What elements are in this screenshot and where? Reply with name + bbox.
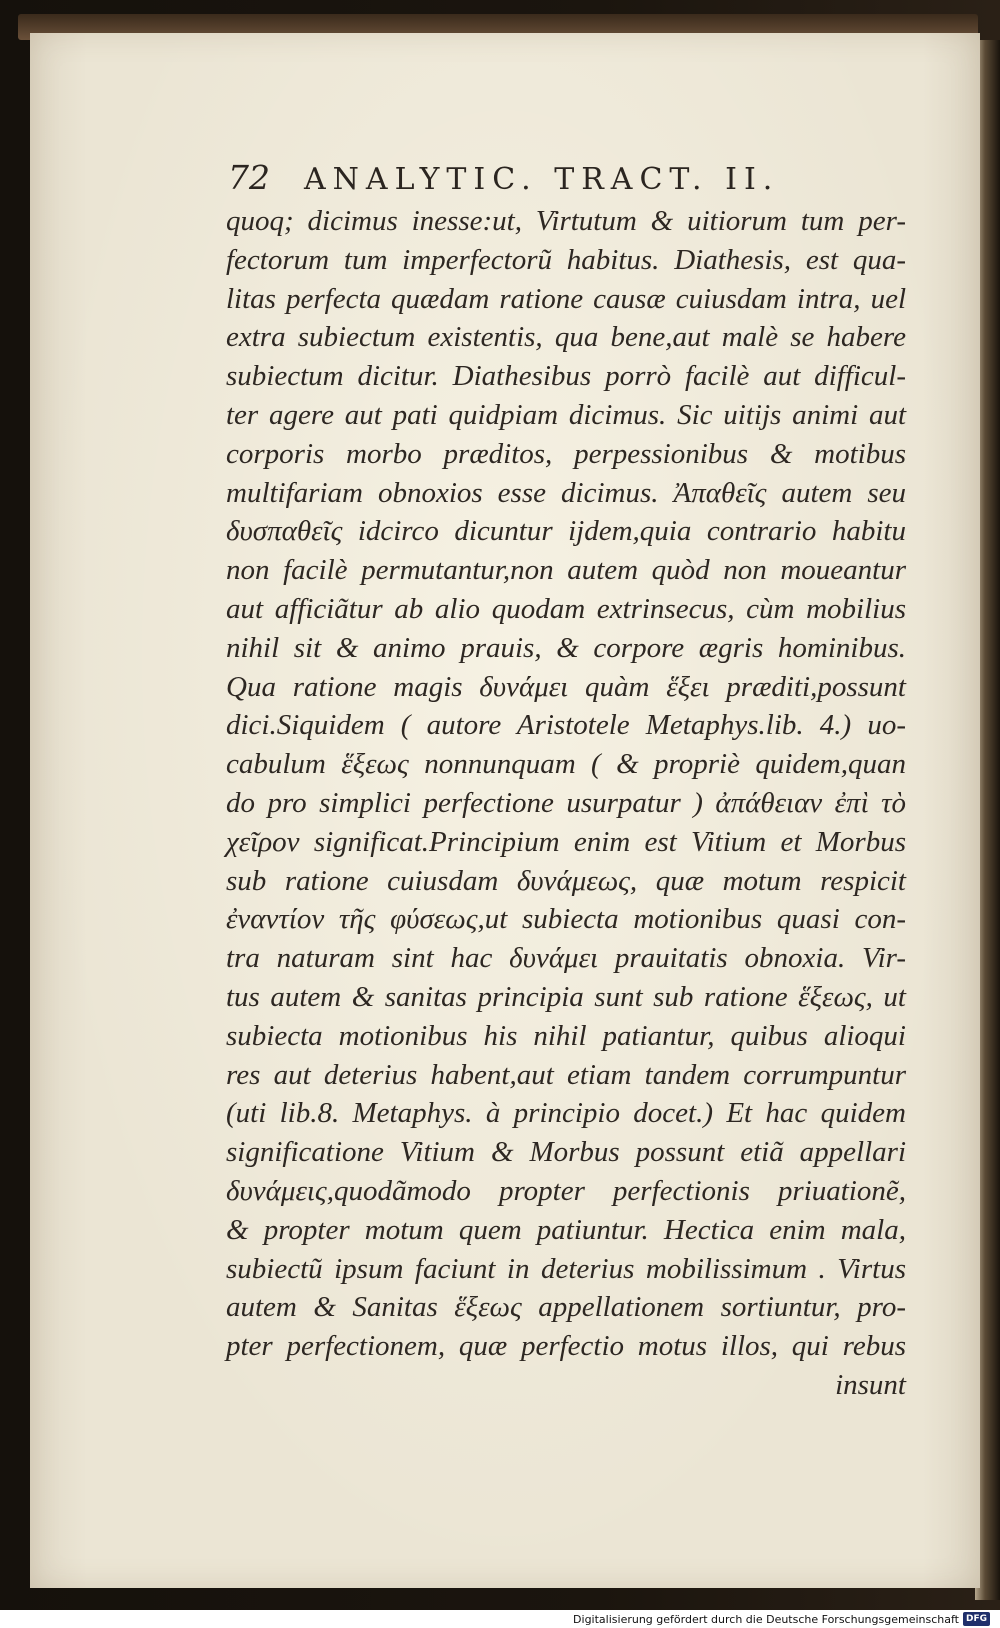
text-line: significatione Vitium & Morbus possunt etiã appellari: [226, 1136, 906, 1169]
text-line: do pro simplici perfectione usurpatur ) ἀπάθειαν ἐπὶ τὸ: [226, 786, 906, 819]
text-line: δυσπαθεῖς idcirco dicuntur ijdem,quia contrario habitu: [226, 515, 906, 548]
text-line: aut afficiãtur ab alio quodam extrinsecus, cùm mobilius: [226, 592, 906, 625]
text-line: cabulum ἕξεως nonnunquam ( & propriè quidem,quan: [226, 748, 906, 781]
catchword: insunt: [835, 1368, 906, 1401]
text-line: ter agere aut pati quidpiam dicimus. Sic uitijs animi aut: [226, 398, 906, 431]
text-line: subiectum dicitur. Diathesibus porrò facilè aut difficul-: [226, 360, 906, 393]
text-line: non facilè permutantur,non autem quòd non moueantur: [226, 554, 906, 587]
text-line: sub ratione cuiusdam δυνάμεως, quæ motum respicit: [226, 864, 906, 897]
text-line: (uti lib.8. Metaphys. à principio docet.) Et hac quidem: [226, 1097, 906, 1130]
text-line: litas perfecta quædam ratione causæ cuiusdam intra, uel: [226, 282, 906, 315]
text-line: multifariam obnoxios esse dicimus. Ἀπαθεῖς autem seu: [226, 476, 906, 509]
text-line: subiectũ ipsum faciunt in deterius mobilissimum . Virtus: [226, 1252, 906, 1285]
running-head-title: ANALYTIC. TRACT. II.: [304, 162, 780, 197]
text-line: fectorum tum imperfectorũ habitus. Diathesis, est qua-: [226, 243, 906, 276]
dfg-logo: DFG: [963, 1612, 990, 1626]
text-line: subiecta motionibus his nihil patiantur, quibus alioqui: [226, 1019, 906, 1052]
text-line: & propter motum quem patiuntur. Hectica enim mala,: [226, 1213, 906, 1246]
text-line: tra naturam sint hac δυνάμει prauitatis obnoxia. Vir-: [226, 942, 906, 975]
text-line: Qua ratione magis δυνάμει quàm ἕξει præditi,possunt: [226, 670, 906, 703]
body-text: [226, 202, 906, 1405]
running-head: [228, 158, 828, 202]
text-line: extra subiectum existentis, qua bene,aut malè se habere: [226, 321, 906, 354]
digitization-credit-bar: [0, 1610, 1000, 1628]
text-line: dici.Siquidem ( autore Aristotele Metaphys.lib. 4.) uo-: [226, 709, 906, 742]
text-line: autem & Sanitas ἕξεως appellationem sortiuntur, pro-: [226, 1291, 906, 1324]
text-line: corporis morbo præditos, perpessionibus & motibus: [226, 437, 906, 470]
text-line: nihil sit & animo prauis, & corpore ægris hominibus.: [226, 631, 906, 664]
page-number: 72: [228, 158, 270, 197]
text-line: quoq; dicimus inesse:ut, Virtutum & uitiorum tum per-: [226, 205, 906, 237]
text-line: χεῖρον significat.Principium enim est Vitium et Morbus: [226, 825, 906, 858]
text-line: pter perfectionem, quæ perfectio motus illos, qui rebus: [226, 1330, 906, 1363]
text-line: δυνάμεις,quodãmodo propter perfectionis priuationẽ,: [226, 1174, 906, 1207]
text-line: res aut deterius habent,aut etiam tandem corrumpuntur: [226, 1058, 906, 1091]
text-line: tus autem & sanitas principia sunt sub ratione ἕξεως, ut: [226, 980, 906, 1013]
text-line: ἐναντίον τῆς φύσεως,ut subiecta motionibus quasi con-: [226, 903, 906, 936]
digitization-credit: Digitalisierung gefördert durch die Deutsche Forschungsgemeinschaft: [573, 1612, 959, 1626]
